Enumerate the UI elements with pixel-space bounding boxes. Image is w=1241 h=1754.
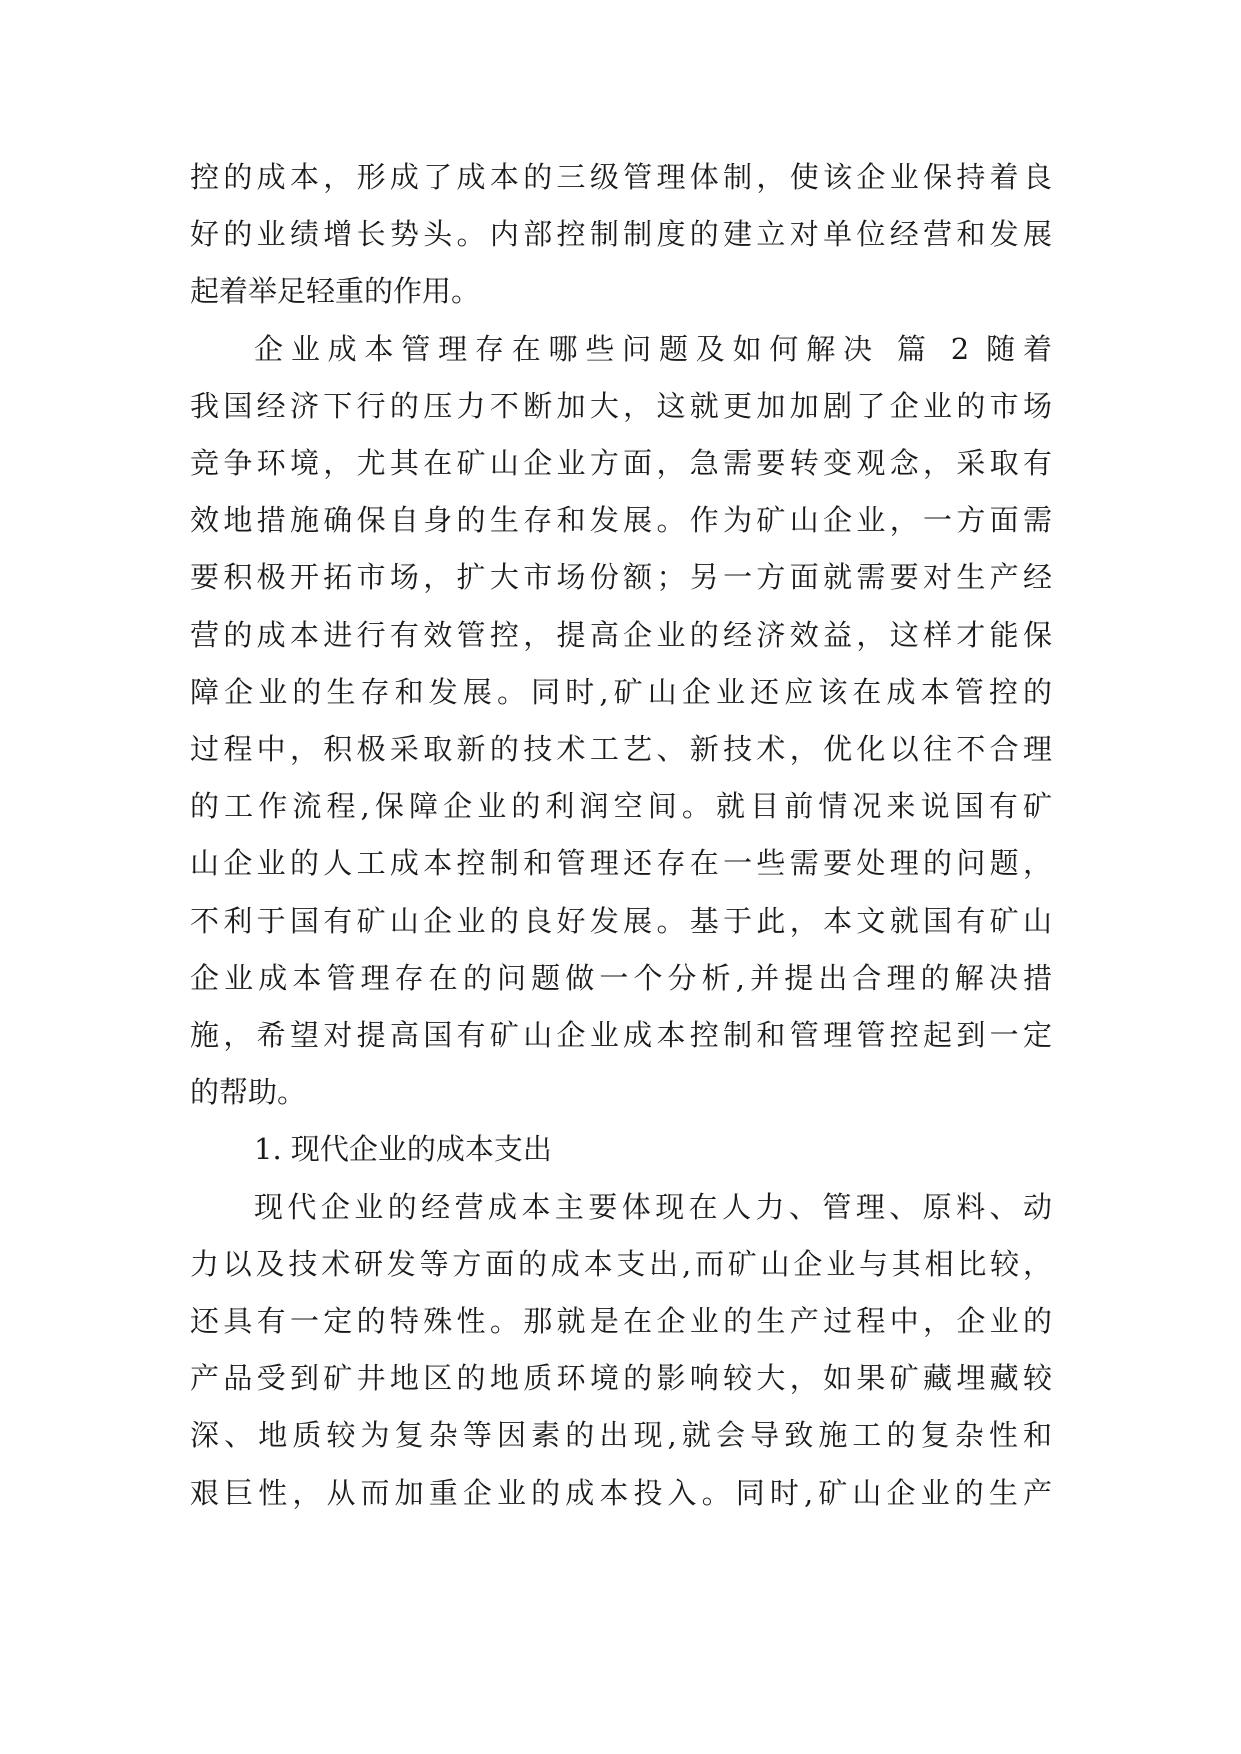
text-line: 施，希望对提高国有矿山企业成本控制和管理管控起到一定 (190, 1018, 1052, 1052)
text-line: 现代企业的经营成本主要体现在人力、管理、原料、动 (254, 1189, 1052, 1224)
text-line: 深、地质较为复杂等因素的出现,就会导致施工的复杂性和 (190, 1418, 1052, 1453)
text-line: 营的成本进行有效管控，提高企业的经济效益，这样才能保 (190, 617, 1052, 652)
text-line: 要积极开拓市场，扩大市场份额；另一方面就需要对生产经 (190, 560, 1052, 595)
section-heading-line: 企业成本管理存在哪些问题及如何解决 篇 2 随着 (254, 331, 1052, 366)
text-line: 不利于国有矿山企业的良好发展。基于此，本文就国有矿山 (190, 903, 1052, 938)
text-line: 山企业的人工成本控制和管理还存在一些需要处理的问题， (190, 846, 1052, 881)
text-line: 过程中，积极采取新的技术工艺、新技术，优化以往不合理 (190, 732, 1052, 766)
text-line: 起着举足轻重的作用。 (190, 274, 481, 309)
text-line: 竞争环境，尤其在矿山企业方面，急需要转变观念，采取有 (190, 446, 1052, 480)
text-line: 还具有一定的特殊性。那就是在企业的生产过程中，企业的 (190, 1304, 1052, 1338)
text-line: 控的成本，形成了成本的三级管理体制，使该企业保持着良 (190, 160, 1052, 194)
text-line: 好的业绩增长势头。内部控制制度的建立对单位经营和发展 (190, 217, 1052, 252)
text-line: 力以及技术研发等方面的成本支出,而矿山企业与其相比较， (190, 1246, 1052, 1281)
text-line: 我国经济下行的压力不断加大，这就更加加剧了企业的市场 (190, 388, 1052, 423)
text-line: 障企业的生存和发展。同时,矿山企业还应该在成本管控的 (190, 674, 1052, 709)
text-line: 的工作流程,保障企业的利润空间。就目前情况来说国有矿 (190, 789, 1052, 824)
text-line: 产品受到矿井地区的地质环境的影响较大，如果矿藏埋藏较 (190, 1361, 1052, 1396)
text-line: 艰巨性，从而加重企业的成本投入。同时,矿山企业的生产 (190, 1475, 1052, 1510)
text-line: 效地措施确保自身的生存和发展。作为矿山企业，一方面需 (190, 503, 1052, 538)
subheading-line: 1. 现代企业的成本支出 (254, 1132, 552, 1167)
text-line: 企业成本管理存在的问题做一个分析,并提出合理的解决措 (190, 960, 1052, 995)
text-line: 的帮助。 (190, 1075, 307, 1110)
